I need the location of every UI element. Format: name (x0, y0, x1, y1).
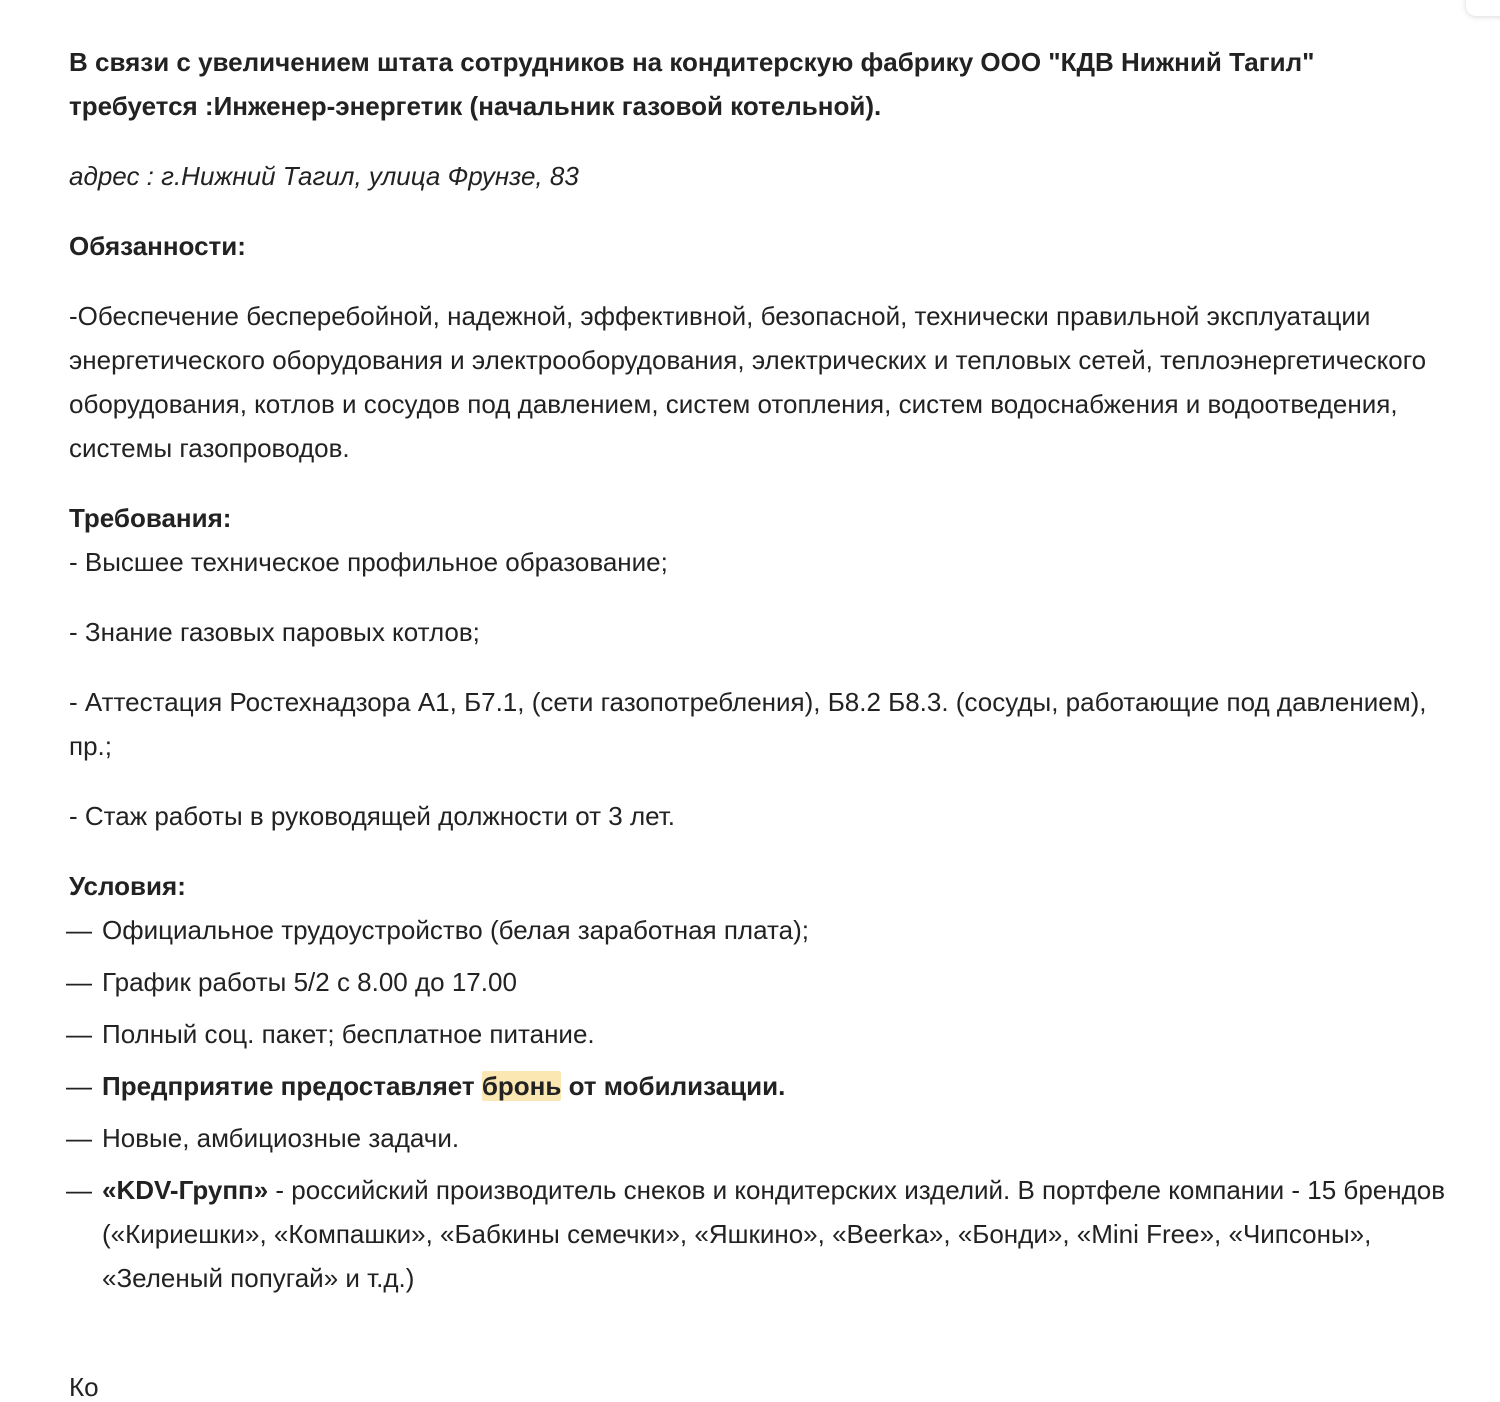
requirement-item: - Стаж работы в руководящей должности от 3 лет. (69, 801, 675, 831)
condition-item (66, 960, 1449, 1004)
condition-item (66, 1012, 1449, 1056)
cut-off-text: Ко (69, 1372, 99, 1402)
dash-bullet: — (66, 915, 92, 945)
reservation-after: от мобилизации. (561, 1071, 786, 1101)
corner-card (1466, 0, 1500, 16)
vacancy-lead (69, 40, 1449, 128)
dash-bullet: — (66, 967, 92, 997)
conditions-heading: Условия: (69, 871, 186, 901)
duties-text: -Обеспечение бесперебойной, надежной, эффективной, безопасной, технически правильной эксплуатации энергетического оборудования и электрооборудования, электрических и тепловых сетей, теплоэнергетического оборудования, котлов и сосудов под давлением, систем отопления, систем водоснабжения и водоотведения, системы газопроводов. (69, 301, 1427, 463)
requirements-heading: Требования: (69, 503, 232, 533)
condition-item (66, 908, 1449, 952)
condition-text: Официальное трудоустройство (белая заработная плата); (102, 915, 809, 945)
conditions-list (66, 908, 1449, 1300)
condition-text: Новые, амбициозные задачи. (102, 1123, 460, 1153)
condition-item-company (66, 1168, 1449, 1300)
company-description: - российский производитель снеков и кондитерских изделий. В портфеле компании - 15 брендов («Кириешки», «Компашки», «Бабкины семечки», «Яшкино», «Beerka», «Бонди», «Mini Free», «Чипсоны», «Зеленый попугай» и т.д.) (102, 1175, 1446, 1293)
vacancy-text (66, 40, 1449, 1300)
condition-item-reservation (66, 1064, 1449, 1108)
reservation-before: Предприятие предоставляет (102, 1071, 482, 1101)
condition-item (66, 1116, 1449, 1160)
reservation-text (102, 1071, 785, 1101)
lead-line-1: В связи с увеличением штата сотрудников на кондитерскую фабрику ООО "КДВ Нижний Тагил" (69, 47, 1315, 77)
address: адрес : г.Нижний Тагил, улица Фрунзе, 83 (69, 161, 579, 191)
dash-bullet: — (66, 1123, 92, 1153)
condition-text: График работы 5/2 с 8.00 до 17.00 (102, 967, 517, 997)
dash-bullet: — (66, 1071, 92, 1101)
dash-bullet: — (66, 1019, 92, 1049)
requirement-item: - Аттестация Ростехнадзора А1, Б7.1, (сети газопотребления), Б8.2 Б8.3. (сосуды, работающие под давлением), пр.; (69, 687, 1427, 761)
search-highlight: бронь (481, 1071, 562, 1101)
lead-line-2: требуется :Инженер-энергетик (начальник газовой котельной). (69, 91, 882, 121)
condition-text: Полный соц. пакет; бесплатное питание. (102, 1019, 595, 1049)
duties-heading: Обязанности: (69, 231, 246, 261)
requirement-item: - Высшее техническое профильное образование; (69, 547, 668, 577)
company-name: «KDV-Групп» (102, 1175, 269, 1205)
requirement-item: - Знание газовых паровых котлов; (69, 617, 480, 647)
dash-bullet: — (66, 1175, 92, 1205)
